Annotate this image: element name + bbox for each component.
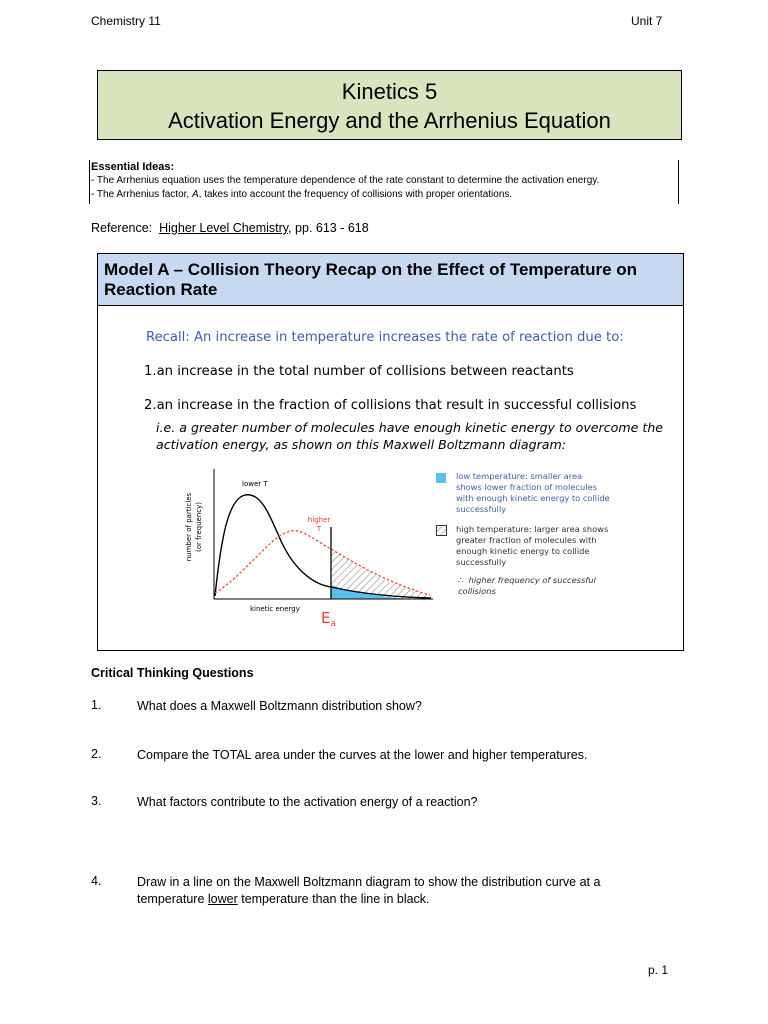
q1-number: 1. [91, 698, 102, 712]
reference [91, 221, 369, 235]
y-axis-label: number of particles [185, 492, 193, 562]
model-a-box [97, 253, 684, 651]
q3-number: 3. [91, 794, 102, 808]
q4-text: Draw in a line on the Maxwell Boltzmann diagram to show the distribution curve at a temperature lower temperature than the line in black. [137, 875, 601, 906]
q2-text: Compare the TOTAL area under the curves at the lower and higher temperatures. [137, 748, 588, 762]
point-2: 2.an increase in the fraction of collisions that result in successful collisions [144, 398, 637, 413]
higher-t-label-2: T [316, 525, 322, 533]
maxwell-boltzmann-diagram [173, 459, 443, 639]
reference-pages: , pp. 613 - 618 [288, 221, 369, 235]
q2-number: 2. [91, 747, 102, 761]
essential-item-1: - The Arrhenius equation uses the temperature dependence of the rate constant to determine the activation energy. [91, 175, 600, 186]
q4-number: 4. [91, 874, 102, 888]
recall-heading: Recall: An increase in temperature increases the rate of reaction due to: [146, 330, 624, 345]
lower-t-curve [215, 495, 431, 598]
reference-label: Reference: [91, 221, 153, 235]
point-1: 1.an increase in the total number of collisions between reactants [144, 364, 574, 379]
essential-ideas [89, 160, 679, 202]
essential-item-2: - The Arrhenius factor, A, takes into account the frequency of collisions with proper orientations. [91, 189, 513, 200]
legend-high-swatch [436, 525, 447, 536]
ie-explanation: i.e. a greater number of molecules have enough kinetic energy to overcome the activation energy, as shown on this Maxwell Boltzmann diagram: [156, 420, 664, 452]
legend-high-text: high temperature: larger area shows greater fraction of molecules with enough kinetic energy to collide successfully [456, 524, 609, 567]
title-line2: Activation Energy and the Arrhenius Equation [168, 108, 611, 133]
title-line1: Kinetics 5 [341, 79, 438, 104]
y-axis-label-2: (or frequency) [195, 502, 203, 552]
legend-low-swatch [436, 473, 446, 483]
legend-conclusion: ∴ higher frequency of successful collisions [458, 575, 596, 596]
legend-low-text: low temperature: smaller area shows lower fraction of molecules with enough kinetic energy to collide successfully [456, 471, 610, 514]
lower-t-label: lower T [242, 480, 268, 488]
q1-text: What does a Maxwell Boltzmann distribution show? [137, 699, 422, 713]
questions-heading: Critical Thinking Questions [91, 666, 254, 680]
x-axis-label: kinetic energy [250, 605, 300, 613]
essential-heading: Essential Ideas: [91, 161, 175, 173]
page-number: p. 1 [648, 963, 669, 977]
model-a-title: Model A – Collision Theory Recap on the Effect of Temperature on Reaction Rate [98, 254, 683, 306]
ea-label: $E_a$ [321, 609, 336, 629]
title-box [97, 70, 682, 140]
q3-text: What factors contribute to the activation energy of a reaction? [137, 795, 478, 809]
header-unit: Unit 7 [631, 14, 663, 28]
header-course: Chemistry 11 [91, 14, 161, 28]
higher-t-label: higher [307, 516, 331, 524]
reference-book: Higher Level Chemistry [159, 221, 289, 235]
